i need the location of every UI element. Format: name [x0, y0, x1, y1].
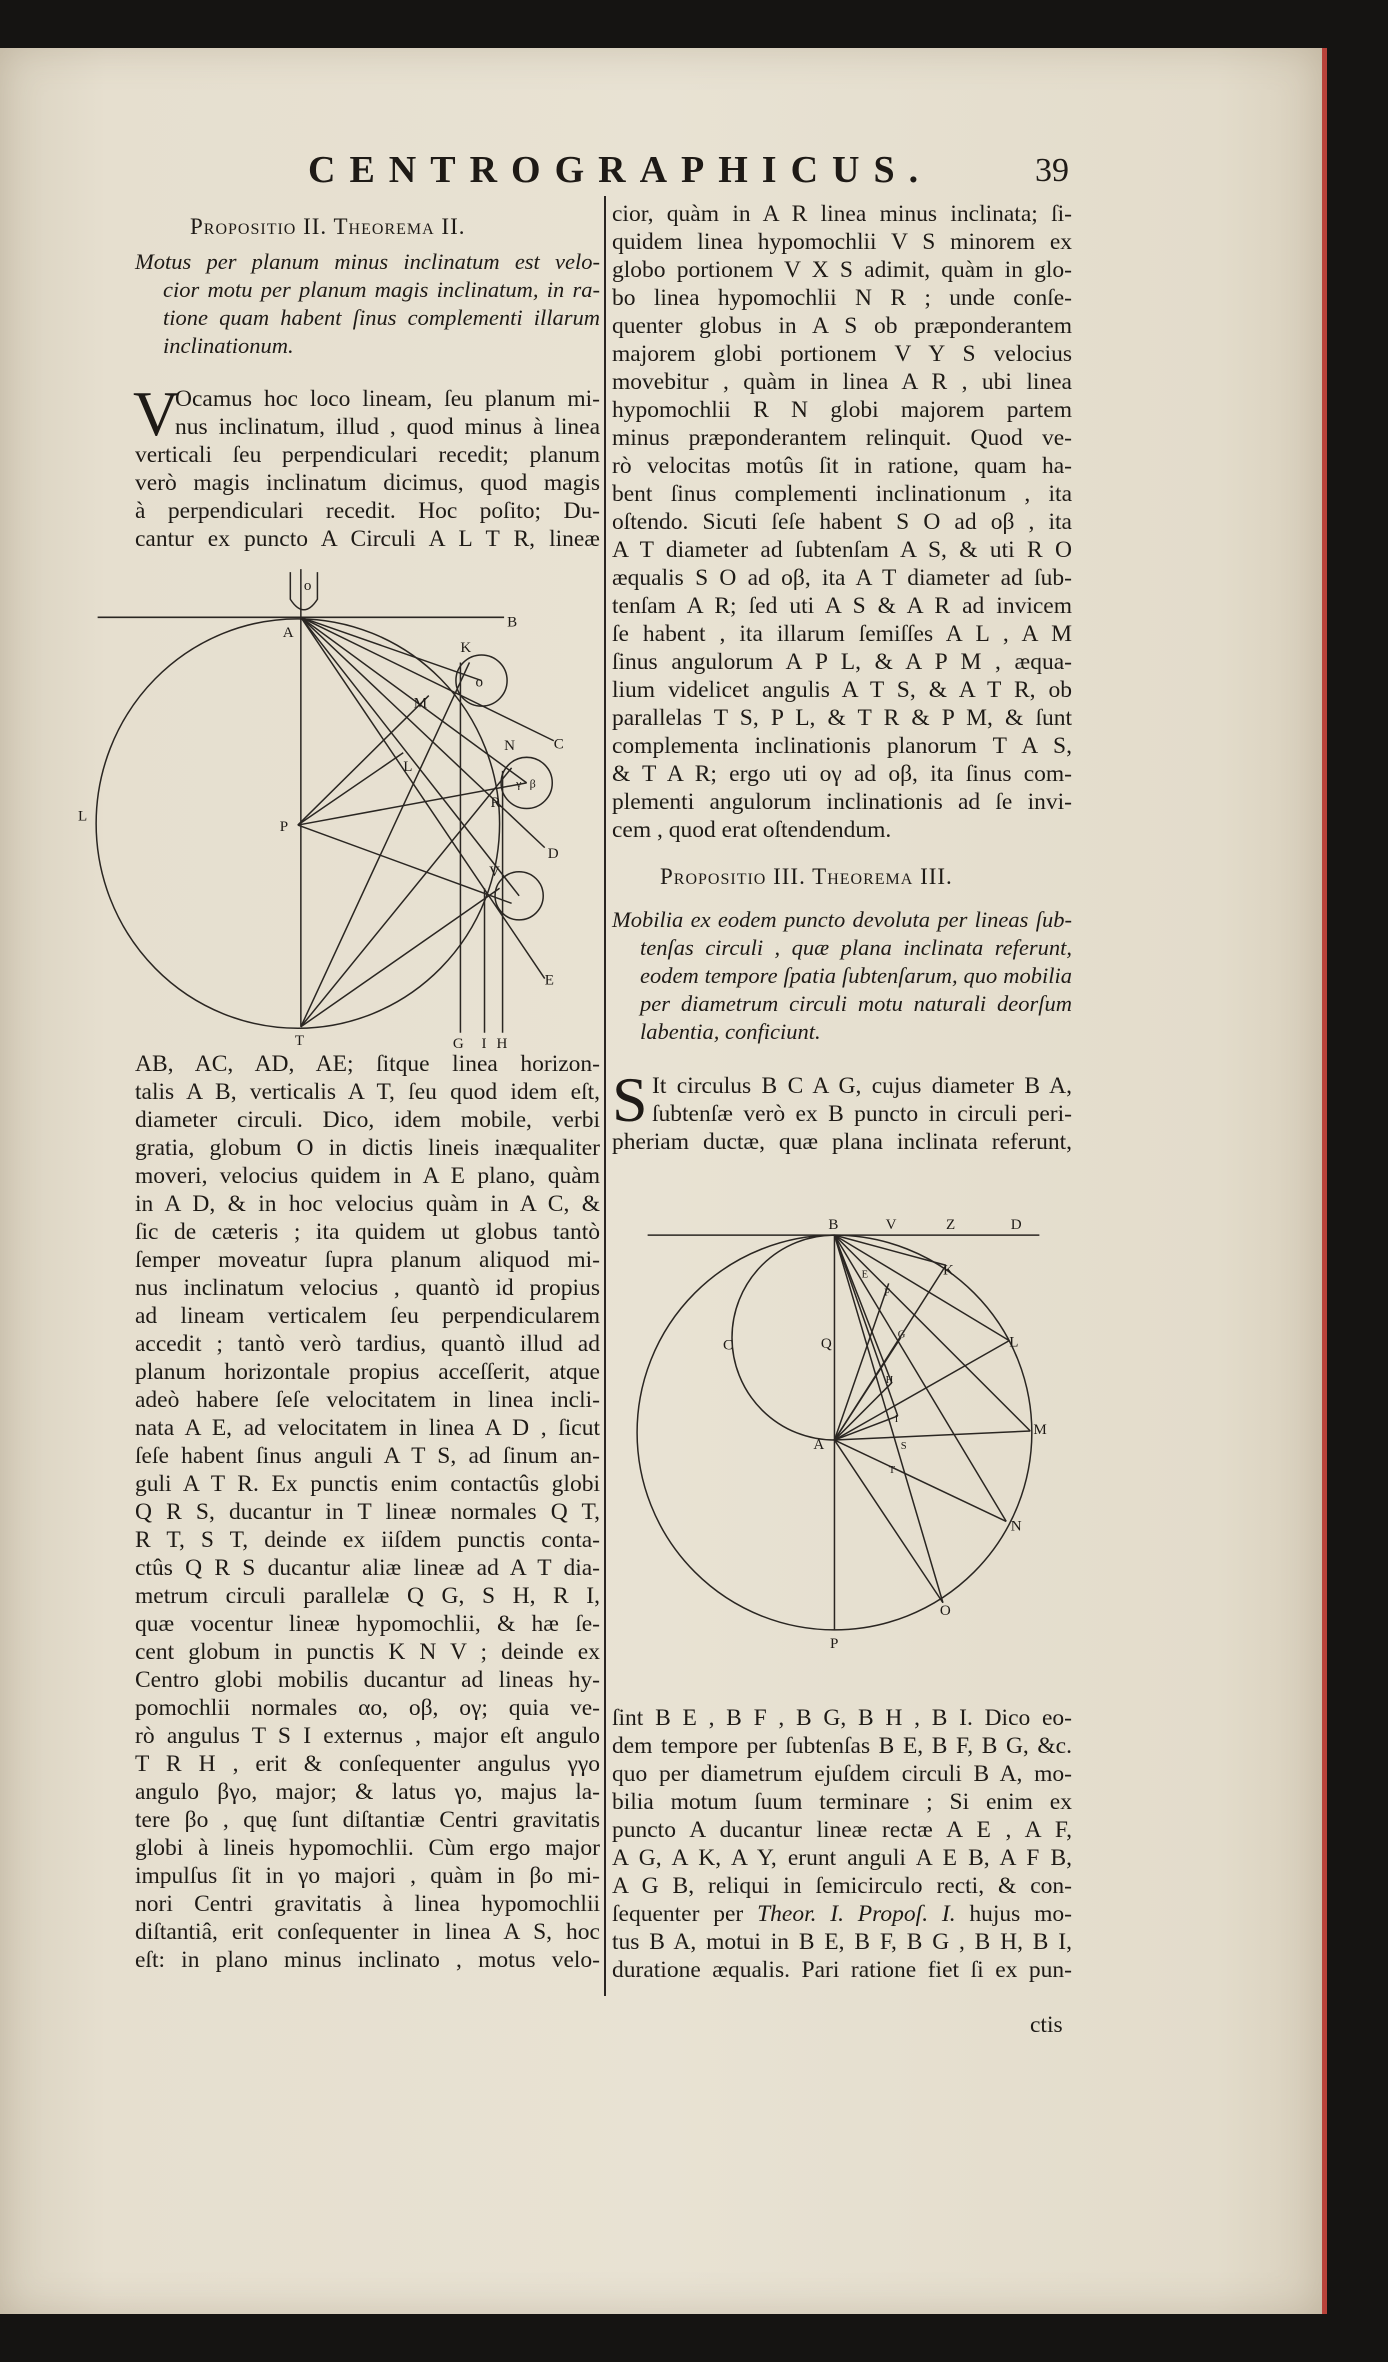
text-line: diameter circuli. Dico, idem mobile, verbi: [135, 1107, 600, 1133]
label-t: T: [294, 1032, 305, 1049]
ref-line-pre: ſequenter per: [612, 1901, 758, 1927]
text-line: Motus per planum minus inclinatum est velo-: [135, 249, 600, 274]
subtense-lines: [834, 1235, 1030, 1603]
label-p: P: [279, 819, 289, 836]
text-line: verò magis inclinatum dicimus, quod magis: [135, 470, 600, 496]
text-line: talis A B, verticalis A T, ſeu quod idem eſt,: [135, 1079, 600, 1105]
label-globe-o: o: [475, 674, 484, 691]
proposition-ii-body-intro: [133, 378, 600, 553]
column-rule: [604, 196, 606, 1996]
inner-semicircle: [732, 1235, 834, 1440]
text-line: tenſam A R; ſed uti A S & A R ad invicem: [612, 593, 1072, 619]
label-i: I: [894, 1413, 899, 1425]
label-z: Z: [945, 1217, 956, 1234]
label-v: V: [885, 1217, 897, 1234]
text-line: rò velocitas motûs ſit in ratione, quam ha-: [612, 453, 1072, 479]
text-line: ſubtenſæ verò ex B puncto in circuli peri-: [652, 1101, 1072, 1127]
label-b: B: [507, 614, 518, 631]
text-line: globi à lineis hypomochlii. Cùm ergo major: [135, 1835, 600, 1861]
line-tq: [301, 662, 470, 1026]
proposition-iii-heading: Propositio III. Theorema III.: [660, 864, 953, 889]
text-line: nata A E, ad velocitatem in linea A D , ſicut: [135, 1415, 600, 1441]
label-o: O: [939, 1602, 951, 1619]
text-line: oſtendo. Sicuti ſeſe habent S O ad οβ , ita: [612, 509, 1072, 535]
text-line: nus inclinatum velocius , quantò id propius: [135, 1275, 600, 1301]
label-b: B: [828, 1217, 839, 1234]
text-line: ſic de cæteris ; ita quidem ut globus tantò: [135, 1219, 600, 1245]
line-pv: [298, 825, 512, 903]
text-line: à perpendiculari recedit. Hoc poſito; Du-: [135, 498, 600, 524]
text-line: ſinus angulorum A P L, & A P M , æqua-: [612, 649, 1072, 675]
text-line: lium videlicet angulis A T S, & A T R, ob: [612, 677, 1072, 703]
line-ts: [301, 888, 500, 1026]
proposition-iii-body-main: [612, 1704, 1072, 1984]
label-g: G: [452, 1035, 464, 1052]
label-h: H: [885, 1374, 894, 1386]
text-line: rò angulus T S I externus , major eſt angulo: [135, 1723, 600, 1749]
text-line: angulo βγο, major; & latus γο, majus la-: [135, 1779, 600, 1805]
text-line: metrum circuli parallelæ Q G, S H, R I,: [135, 1583, 600, 1609]
line-tr: [301, 768, 512, 1027]
text-line: hypomochlii R N globi majorem partem: [612, 397, 1072, 423]
label-k: K: [460, 639, 472, 656]
text-line: duratione æqualis. Pari ratione fiet ſi ex pun-: [612, 1957, 1072, 1983]
text-line: impulſus ſit in γο majori , quàm in βο mi-: [135, 1863, 600, 1889]
text-line: & T A R; ergo uti ογ ad οβ, ita ſinus com-: [612, 761, 1072, 787]
text-line: R T, S T, deinde ex iiſdem punctis conta-: [135, 1527, 600, 1553]
label-gamma: γ: [516, 776, 522, 791]
text-line: eſt: in plano minus inclinato , motus velo-: [135, 1947, 600, 1973]
text-line: labentia, conficiunt.: [640, 1019, 821, 1044]
text-line: in A D, & in hoc velocius quàm in A C, &: [135, 1191, 600, 1217]
label-beta: β: [529, 776, 536, 791]
proposition-iii-body-intro: [612, 1064, 1072, 1156]
label-n: N: [504, 737, 515, 754]
label-s: S: [900, 1441, 907, 1453]
text-line: cem , quod erat oſtendendum.: [612, 817, 892, 843]
text-line: minus præponderantem relinquit. Quod ve-: [612, 425, 1072, 451]
label-h: H: [496, 1035, 508, 1052]
label-t: T: [888, 1465, 896, 1477]
label-l: L: [78, 808, 88, 825]
text-line: quæ vocentur lineæ hypomochlii, & hæ ſe-: [135, 1611, 600, 1637]
catchword: ctis: [1030, 2012, 1063, 2038]
label-m: M: [413, 695, 428, 712]
text-line-with-reference: [612, 1900, 1072, 1928]
text-line: pomochlii normales αο, οβ, ογ; quia ve-: [135, 1695, 600, 1721]
text-line: bilia motum ſuum terminare ; Si enim ex: [612, 1789, 1072, 1815]
text-line: tus B A, motui in B E, B F, B G , B H, B I,: [612, 1929, 1072, 1955]
text-line: tenſas circuli , quæ plana inclinata referunt,: [640, 935, 1072, 960]
text-line: ad lineam verticalem ſeu perpendicularem: [135, 1303, 600, 1329]
theorem-reference: Theor. I. Propoſ. I.: [757, 1901, 956, 1927]
label-l: L: [1009, 1334, 1019, 1351]
text-line: Mobilia ex eodem puncto devoluta per lineas ſub-: [612, 907, 1072, 932]
text-line: nori Centri gravitatis à linea hypomochlii: [135, 1891, 600, 1917]
label-a: A: [813, 1437, 825, 1454]
proposition-ii-statement: [135, 248, 600, 360]
text-line: nus inclinatum, illud , quod minus à linea: [175, 414, 600, 440]
label-v: V: [489, 864, 500, 881]
text-line: Centro globi mobilis ducantur ad lineas hy-: [135, 1667, 600, 1693]
proposition-iii-lines-b: [612, 1928, 1072, 1984]
label-l-inner: L: [403, 758, 413, 775]
text-line: A G, A K, A Y, erunt anguli A E B, A F B,: [612, 1845, 1072, 1871]
label-n: N: [1010, 1518, 1022, 1535]
running-head: CENTROGRAPHICUS.: [308, 149, 933, 191]
label-e: E: [861, 1269, 869, 1281]
text-line: cior, quàm in A R linea minus inclinata; ſi-: [612, 201, 1072, 227]
text-line: gratia, globum O in dictis lineis inæqualiter: [135, 1135, 600, 1161]
text-line: ſemper moveatur ſupra planum aliquod mi-: [135, 1247, 600, 1273]
text-line: dem tempore per ſubtenſas B E, B F, B G, &c.: [612, 1733, 1072, 1759]
text-line: AB, AC, AD, AE; ſitque linea horizon-: [135, 1051, 600, 1077]
label-k: K: [942, 1262, 954, 1279]
text-line: plementi angulorum inclinationis ad ſe invi-: [612, 789, 1072, 815]
text-line: bent ſinus complementi inclinationum , ita: [612, 481, 1072, 507]
text-line: A T diameter ad ſubtenſam A S, & uti R O: [612, 537, 1072, 563]
text-line: It circulus B C A G, cujus diameter B A,: [652, 1073, 1072, 1099]
circle-altr: [96, 619, 499, 1028]
drop-cap-v: V: [133, 378, 180, 449]
label-i: I: [481, 1035, 487, 1052]
proposition-iii-statement: [612, 906, 1072, 1046]
line-as: [301, 617, 519, 895]
text-line: ſe habent , ita illarum ſemiſſes A L , A M: [612, 621, 1072, 647]
proposition-ii-heading: Propositio II. Theorema II.: [190, 214, 466, 239]
label-a: A: [282, 624, 294, 641]
text-line: æqualis S O ad οβ, ita A T diameter ad ſub-: [612, 565, 1072, 591]
label-m: M: [1033, 1422, 1047, 1439]
text-line: Q R S, ducantur in T lineæ normales Q T,: [135, 1499, 600, 1525]
text-line: cior motu per planum magis inclinatum, in ra-: [163, 277, 600, 302]
line-ak: [301, 617, 482, 680]
label-e: E: [544, 972, 554, 989]
label-o: o: [303, 578, 312, 595]
text-line: accedit ; tantò verò tardius, quantò illud ad: [135, 1331, 600, 1357]
label-g: G: [897, 1329, 906, 1341]
label-r: R: [490, 794, 501, 811]
text-line: Ocamus hoc loco lineam, ſeu planum mi-: [175, 386, 600, 412]
text-line: moveri, velocius quidem in A E plano, quàm: [135, 1163, 600, 1189]
figure-circle-subtenses: [625, 1205, 1062, 1657]
line-ac: [301, 617, 554, 740]
text-line: per diametrum circuli motu naturali deorſum: [640, 991, 1072, 1016]
ref-line-post: hujus mo-: [955, 1901, 1072, 1927]
text-line: verticali ſeu perpendiculari recedit; planum: [135, 442, 600, 468]
text-line: guli A T R. Ex punctis enim contactûs globi: [135, 1471, 600, 1497]
text-line: diſtantiâ, erit conſequenter in linea A S, hoc: [135, 1919, 600, 1945]
text-line: A G B, reliqui in ſemicirculo recti, & con-: [612, 1873, 1072, 1899]
text-line: quo per diametrum ejuſdem circuli B A, mo-: [612, 1761, 1072, 1787]
text-line: eodem tempore ſpatia ſubtenſarum, quo mobilia: [640, 963, 1072, 988]
text-line: planum horizontale propius acceſſerit, atque: [135, 1359, 600, 1385]
label-f: F: [884, 1287, 891, 1299]
text-line: ſeſe habent ſinus anguli A T S, ad ſinum an-: [135, 1443, 600, 1469]
text-line: pheriam ductæ, quæ plana inclinata referunt,: [612, 1129, 1072, 1155]
figure-inclined-planes: [60, 560, 620, 1060]
proposition-iii-lines-a: [612, 1704, 1072, 1900]
text-line: tione quam habent ſinus complementi illarum: [163, 305, 600, 330]
text-line: majorem globi portionem V Y S velocius: [612, 341, 1072, 367]
text-line: quenter globus in A S ob præponderantem: [612, 313, 1072, 339]
text-line: T R H , erit & conſequenter angulus γγο: [135, 1751, 600, 1777]
proposition-ii-body-main: [135, 1050, 600, 1974]
line-am: [834, 1431, 1030, 1440]
text-line: globo portionem V X S adimit, quàm in glo-: [612, 257, 1072, 283]
text-line: bo linea hypomochlii N R ; unde conſe-: [612, 285, 1072, 311]
text-line: parallelas T S, P L, & T R & P M, & ſunt: [612, 705, 1072, 731]
text-line: cantur ex puncto A Circuli A L T R, lineæ: [135, 526, 600, 552]
label-c: C: [553, 736, 564, 753]
drop-cap-s: S: [612, 1064, 648, 1135]
label-d: D: [1010, 1217, 1022, 1234]
text-line: adeò habere ſeſe velocitatem in linea incli-: [135, 1387, 600, 1413]
line-pl: [298, 753, 403, 825]
proposition-ii-body-continued: [612, 200, 1072, 844]
text-line: tere βο , quę ſunt diſtantiæ Centri gravitatis: [135, 1807, 600, 1833]
text-line: movebitur , quàm in linea A R , ubi linea: [612, 369, 1072, 395]
label-d: D: [547, 846, 559, 863]
label-q: Q: [820, 1336, 832, 1353]
line-ad: [301, 617, 545, 847]
label-p: P: [829, 1635, 839, 1652]
text-line: quidem linea hypomochlii V S minorem ex: [612, 229, 1072, 255]
page-number: 39: [1035, 152, 1069, 189]
text-line: puncto A ducantur lineæ rectæ A E , A F,: [612, 1817, 1072, 1843]
text-line: ſint B E , B F , B G, B H , B I. Dico eo-: [612, 1705, 1072, 1731]
label-c: C: [722, 1337, 734, 1354]
text-line: complementa inclinationis planorum T A S,: [612, 733, 1072, 759]
text-line: inclinationum.: [163, 333, 294, 358]
text-line: ctûs Q R S ducantur aliæ lineæ ad A T dia-: [135, 1555, 600, 1581]
text-line: cent globum in punctis K N V ; deinde ex: [135, 1639, 600, 1665]
